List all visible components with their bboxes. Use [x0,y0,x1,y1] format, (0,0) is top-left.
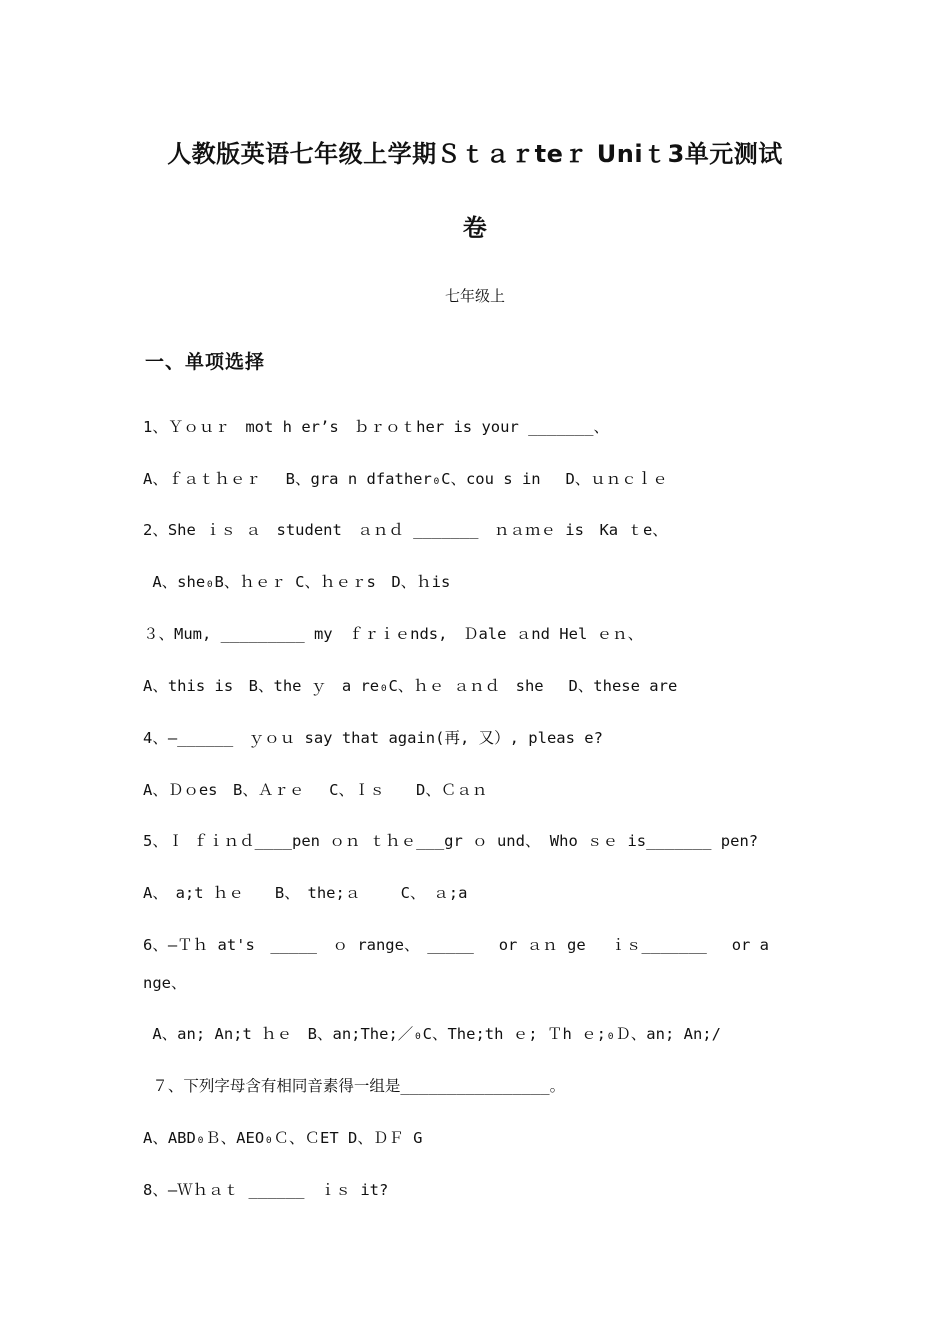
section-heading: 一、单项选择 [145,351,266,373]
document-title: 人教版英语七年级上学期Ｓｔａｒteｒ Uniｔ3单元测试 [167,140,783,168]
question-8: 8、—Ｗｈａｔ ______ ｉｓ it? [143,1181,389,1199]
question-3: ３、Mum, _________ my ｆｒｉｅnds, Ｄale ａnd Hel ｅｎ、 [143,625,644,643]
question-3-options: A、this is B、the ｙ a re₀C、ｈｅ ａｎｄ she D、these are [143,677,678,695]
question-6-options: A、an; An;t ｈｅ B、an;The;／₀C、The;th ｅ; Ｔh ｅ;₀Ｄ、an; An;/ [143,1025,721,1043]
question-1: 1、Ｙｏｕｒ mot h er’s ｂｒｏｔher is your _______、 [143,418,609,436]
question-6-continuation: nge、 [143,974,187,992]
question-5-options: A、 a;t ｈｅ B、 the;ａ C、 ａ;a [143,884,468,902]
question-7: ７、下列字母含有相同音素得一组是________________。 [143,1077,566,1095]
question-4-options: A、Ｄｏes B、Ａｒｅ C、Ｉｓ D、Ｃａｎ [143,781,488,799]
document-subtitle: 七年级上 [444,287,505,305]
question-6: 6、—Ｔｈ at's _____ ｏ range、 _____ or ａｎ ge ｉｓ_______ or a [143,936,770,954]
question-2: 2、She ｉｓ ａ student ａｎｄ _______ ｎａｍｅ is Ka ｔe、 [143,521,668,539]
question-1-options: A、ｆａｔｈｅｒ B、gra n dfather₀C、cou s in D、ｕｎｃｌｅ [143,470,668,488]
question-2-options: A、she₀B、ｈｅｒ C、ｈｅｒs D、ｈis [143,573,451,591]
question-7-options: A、ABD₀Ｂ、AEO₀Ｃ、ＣET D、ＤＦ G [143,1129,423,1147]
question-4: 4、—______ ｙｏｕ say that again(再, 又）, pleas e? [143,729,603,747]
question-5: 5、Ｉ ｆｉｎｄ____pen ｏｎ ｔｈｅ___gr ｏ und、 Who ｓｅ is_______ pen? [143,832,759,850]
document-title-continuation: 卷 [462,214,488,242]
